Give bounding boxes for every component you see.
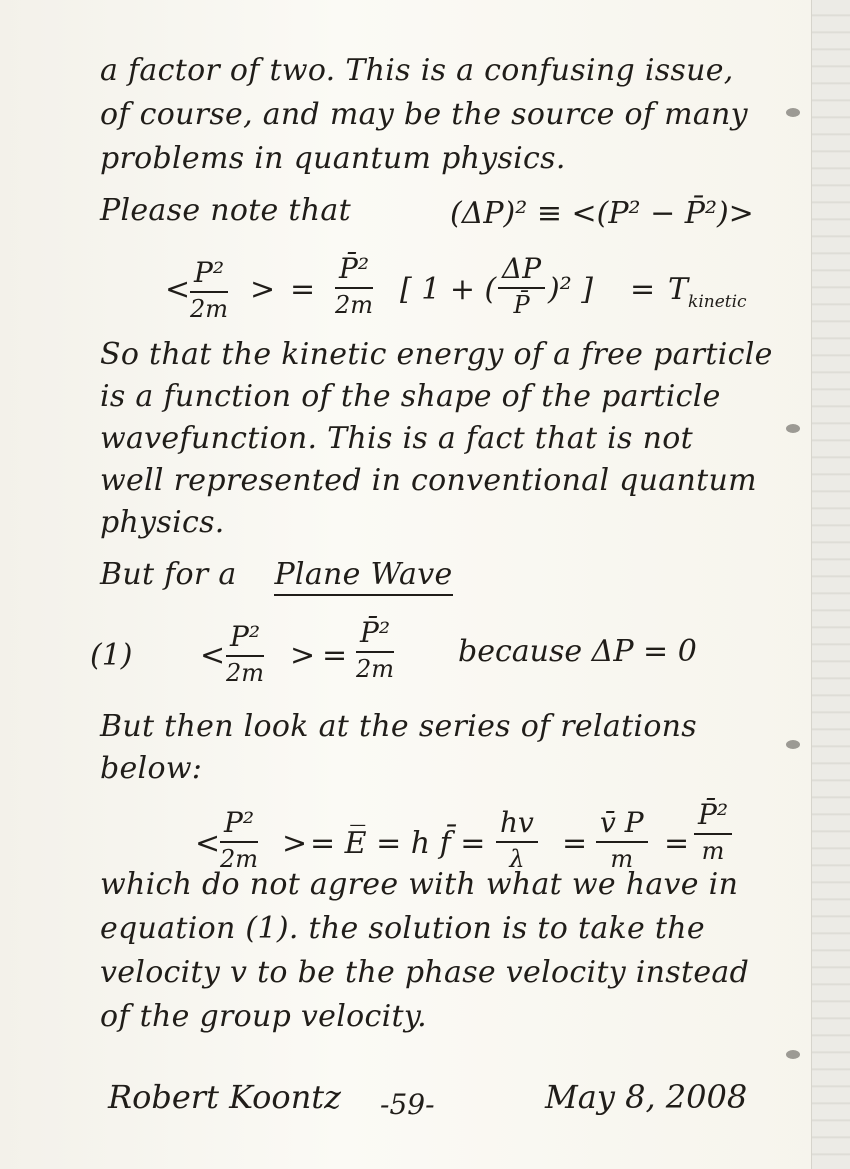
equals-sign: = [562, 826, 588, 861]
text-line: is a function of the shape of the particle [100, 379, 721, 414]
punch-hole [786, 1050, 800, 1059]
fraction: $\frac{\text{P̄²}}{m}$ [694, 798, 732, 865]
text-line: physics. [100, 505, 225, 540]
angle-open: < [165, 272, 191, 307]
text-line: Please note that [100, 193, 351, 228]
punch-hole [786, 424, 800, 433]
text-line: velocity v to be the phase velocity instead [100, 955, 750, 990]
plane-wave-heading: Plane Wave [274, 557, 452, 596]
bracket-open: [ 1 + ( [400, 272, 497, 307]
angle-close: > [282, 826, 308, 861]
text-line: wavefunction. This is a fact that is not [100, 421, 693, 456]
text-line: But then look at the series of relations [100, 709, 697, 744]
bracket-close: )² ] [548, 272, 593, 307]
author-signature: Robert Koontz [108, 1078, 342, 1116]
fraction: $\frac{\text{P²}}{2m}$ [220, 806, 259, 873]
text-line: well represented in conventional quantum [100, 463, 757, 498]
text-line: equation (1). the solution is to take the [100, 911, 705, 946]
fraction: $\frac{hv}{\lambda}$ [496, 806, 538, 873]
equation-label: (1) [90, 638, 133, 673]
delta-p-definition: (ΔP)² ≡ <(P² − P̄²)> [450, 196, 754, 231]
equals-sign: = [664, 826, 690, 861]
page-number: -59- [380, 1088, 435, 1121]
kinetic-energy-symbol: $T_{kinetic}$ [668, 272, 747, 312]
angle-open: < [200, 638, 226, 673]
text-line: of course, and may be the source of many [100, 97, 748, 132]
equals-sign: = [630, 272, 656, 307]
fraction: $\frac{\Delta P}{P̄}$ [498, 252, 545, 319]
angle-open: < [195, 826, 221, 861]
text-line: which do not agree with what we have in [100, 867, 739, 902]
punch-hole [786, 108, 800, 117]
equals-sign: = [290, 272, 316, 307]
text-line: But for a Plane Wave [100, 560, 453, 590]
binder-edge [811, 0, 850, 1169]
equals-sign: = [322, 638, 348, 673]
fraction: $\frac{\text{P̄²}}{2m}$ [356, 616, 395, 683]
fraction: $\frac{\text{P²}}{2m}$ [226, 620, 265, 687]
relation-chain: = E̅ = h f̄ = [310, 826, 486, 861]
text-line: below: [100, 751, 203, 786]
angle-close: > [290, 638, 316, 673]
text-line: of the group velocity. [100, 999, 427, 1034]
equation-note: because ΔP = 0 [458, 634, 697, 669]
fraction: $\frac{\text{P̄²}}{2m}$ [335, 252, 374, 319]
fraction: $\frac{v̄ P}{m}$ [596, 806, 648, 873]
punch-hole [786, 740, 800, 749]
fraction: $\frac{\text{P²}}{2m}$ [190, 256, 229, 323]
entry-date: May 8, 2008 [545, 1078, 748, 1116]
text-line: So that the kinetic energy of a free particle [100, 337, 773, 372]
text-line: a factor of two. This is a confusing issue, [100, 53, 734, 88]
angle-close: > [250, 272, 276, 307]
text-line: problems in quantum physics. [100, 141, 566, 176]
